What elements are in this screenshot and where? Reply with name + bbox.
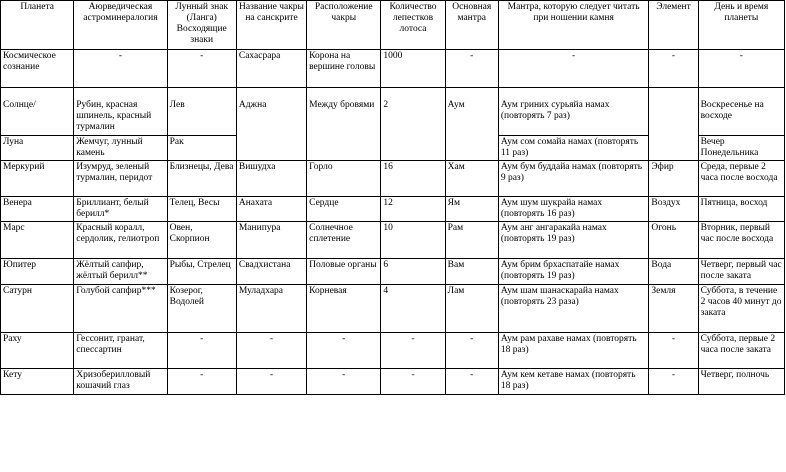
day-cell: Четверг, полночь <box>698 369 784 395</box>
element-cell: Вода <box>649 259 698 285</box>
stone-cell: - <box>74 50 167 88</box>
location-cell: - <box>307 333 381 369</box>
petals-cell: 2 <box>381 88 445 161</box>
table-row <box>1 88 785 136</box>
chakra-cell: - <box>236 333 306 369</box>
main-mantra-cell: - <box>445 50 498 88</box>
stone-mantra-cell: Аум бум буддайа намах (повторять 9 раз) <box>498 161 649 197</box>
planet-cell: Марс <box>1 222 74 259</box>
table-row <box>1 197 785 222</box>
planet-cell: Луна <box>1 136 74 161</box>
stone-cell: Рубин, красная шпинель, красный турмалин <box>74 88 167 136</box>
element-cell: - <box>649 369 698 395</box>
chakra-cell: Анахата <box>236 197 306 222</box>
header-stone-mantra: Мантра, которую следует читать при ношении камня <box>498 1 649 50</box>
element-cell: Земля <box>649 285 698 333</box>
stone-cell: Гессонит, гранат, спессартин <box>74 333 167 369</box>
chakra-cell: Манипура <box>236 222 306 259</box>
stone-mantra-cell: Аум кем кетаве намах (повторять 18 раз) <box>498 369 649 395</box>
sign-cell: - <box>167 50 236 88</box>
chakra-cell: Муладхара <box>236 285 306 333</box>
location-cell: Между бровями <box>307 88 381 161</box>
stone-mantra-cell: - <box>498 50 649 88</box>
sign-cell: Козерог, Водолей <box>167 285 236 333</box>
main-mantra-cell: - <box>445 333 498 369</box>
main-mantra-cell: Вам <box>445 259 498 285</box>
sign-cell: Овен, Скорпион <box>167 222 236 259</box>
main-mantra-cell: Аум <box>445 88 498 161</box>
day-cell: Вечер Понедельника <box>698 136 784 161</box>
stone-cell: Жёлтый сапфир, жёлтый берилл** <box>74 259 167 285</box>
chakra-cell: Вишудха <box>236 161 306 197</box>
day-cell: Суббота, в течение 2 часов 40 минут до заката <box>698 285 784 333</box>
sign-cell: Рак <box>167 136 236 161</box>
table-row <box>1 259 785 285</box>
header-stone: Аюрведическая астроминералогия <box>74 1 167 50</box>
header-chakra: Название чакры на санскрите <box>236 1 306 50</box>
stone-cell: Красный коралл, сердолик, гелиотроп <box>74 222 167 259</box>
petals-cell: - <box>381 333 445 369</box>
element-cell: - <box>649 333 698 369</box>
planet-cell: Меркурий <box>1 161 74 197</box>
day-cell: Вторник, первый час после восхода <box>698 222 784 259</box>
table-row <box>1 333 785 369</box>
header-petals: Количество лепестков лотоса <box>381 1 445 50</box>
stone-cell: Бриллиант, белый берилл* <box>74 197 167 222</box>
element-cell: Воздух <box>649 197 698 222</box>
day-cell: Воскресенье на восходе <box>698 88 784 136</box>
location-cell: Сердце <box>307 197 381 222</box>
planet-cell: Космическое сознание <box>1 50 74 88</box>
petals-cell: 6 <box>381 259 445 285</box>
table-row <box>1 161 785 197</box>
table-row <box>1 50 785 88</box>
petals-cell: 4 <box>381 285 445 333</box>
location-cell: Солнечное сплетение <box>307 222 381 259</box>
table-row <box>1 222 785 259</box>
stone-mantra-cell: Аум анг ангаракайа намах (повторять 19 раз) <box>498 222 649 259</box>
stone-mantra-cell: Аум гриних сурьяйа намах (повторять 7 раз) <box>498 88 649 136</box>
table-row <box>1 285 785 333</box>
location-cell: Половые органы <box>307 259 381 285</box>
main-mantra-cell: Рам <box>445 222 498 259</box>
planet-cell: Кету <box>1 369 74 395</box>
element-cell: - <box>649 50 698 88</box>
planet-cell: Солнце/ <box>1 88 74 136</box>
stone-cell: Голубой сапфир*** <box>74 285 167 333</box>
day-cell: Среда, первые 2 часа после восхода <box>698 161 784 197</box>
location-cell: Корона на вершине головы <box>307 50 381 88</box>
planet-cell: Сатурн <box>1 285 74 333</box>
stone-cell: Хризоберилловый кошачий глаз <box>74 369 167 395</box>
planet-cell: Венера <box>1 197 74 222</box>
day-cell: Пятница, восход <box>698 197 784 222</box>
day-cell: Суббота, первые 2 часа после заката <box>698 333 784 369</box>
chakra-cell: Аджна <box>236 88 306 161</box>
sign-cell: Рыбы, Стрелец <box>167 259 236 285</box>
main-mantra-cell: Хам <box>445 161 498 197</box>
chakra-cell: - <box>236 369 306 395</box>
sign-cell: - <box>167 369 236 395</box>
petals-cell: 1000 <box>381 50 445 88</box>
petals-cell: 10 <box>381 222 445 259</box>
stone-mantra-cell: Аум шам шанаскарайа намах (повторять 23 раза) <box>498 285 649 333</box>
stone-cell: Изумруд, зеленый турмалин, перидот <box>74 161 167 197</box>
petals-cell: 12 <box>381 197 445 222</box>
stone-mantra-cell: Аум рам рахаве намах (повторять 18 раз) <box>498 333 649 369</box>
day-cell: - <box>698 50 784 88</box>
day-cell: Четверг, первый час после заката <box>698 259 784 285</box>
sign-cell: Телец, Весы <box>167 197 236 222</box>
sign-cell: Лев <box>167 88 236 136</box>
petals-cell: 16 <box>381 161 445 197</box>
header-location: Расположение чакры <box>307 1 381 50</box>
planet-cell: Юпитер <box>1 259 74 285</box>
stone-mantra-cell: Аум сом сомайа намах (повторять 11 раз) <box>498 136 649 161</box>
sign-cell: - <box>167 333 236 369</box>
stone-mantra-cell: Аум шум шукрайа намах (повторять 16 раз) <box>498 197 649 222</box>
element-cell: Огонь <box>649 222 698 259</box>
location-cell: Горло <box>307 161 381 197</box>
header-element: Элемент <box>649 1 698 50</box>
petals-cell: - <box>381 369 445 395</box>
header-main-mantra: Основная мантра <box>445 1 498 50</box>
element-cell: Эфир <box>649 161 698 197</box>
main-mantra-cell: Ям <box>445 197 498 222</box>
header-day: День и время планеты <box>698 1 784 50</box>
header-sign: Лунный знак (Ланга) Восходящие знаки <box>167 1 236 50</box>
location-cell: - <box>307 369 381 395</box>
stone-mantra-cell: Аум брим брхаспатайе намах (повторять 19 раз) <box>498 259 649 285</box>
table-row <box>1 369 785 395</box>
sign-cell: Близнецы, Дева <box>167 161 236 197</box>
main-mantra-cell: Лам <box>445 285 498 333</box>
chakra-cell: Сахасрара <box>236 50 306 88</box>
header-planet: Планета <box>1 1 74 50</box>
stone-cell: Жемчуг, лунный камень <box>74 136 167 161</box>
location-cell: Корневая <box>307 285 381 333</box>
header-row <box>1 1 785 50</box>
chakra-cell: Свадхистана <box>236 259 306 285</box>
planet-cell: Раху <box>1 333 74 369</box>
main-mantra-cell: - <box>445 369 498 395</box>
element-cell <box>649 88 698 161</box>
